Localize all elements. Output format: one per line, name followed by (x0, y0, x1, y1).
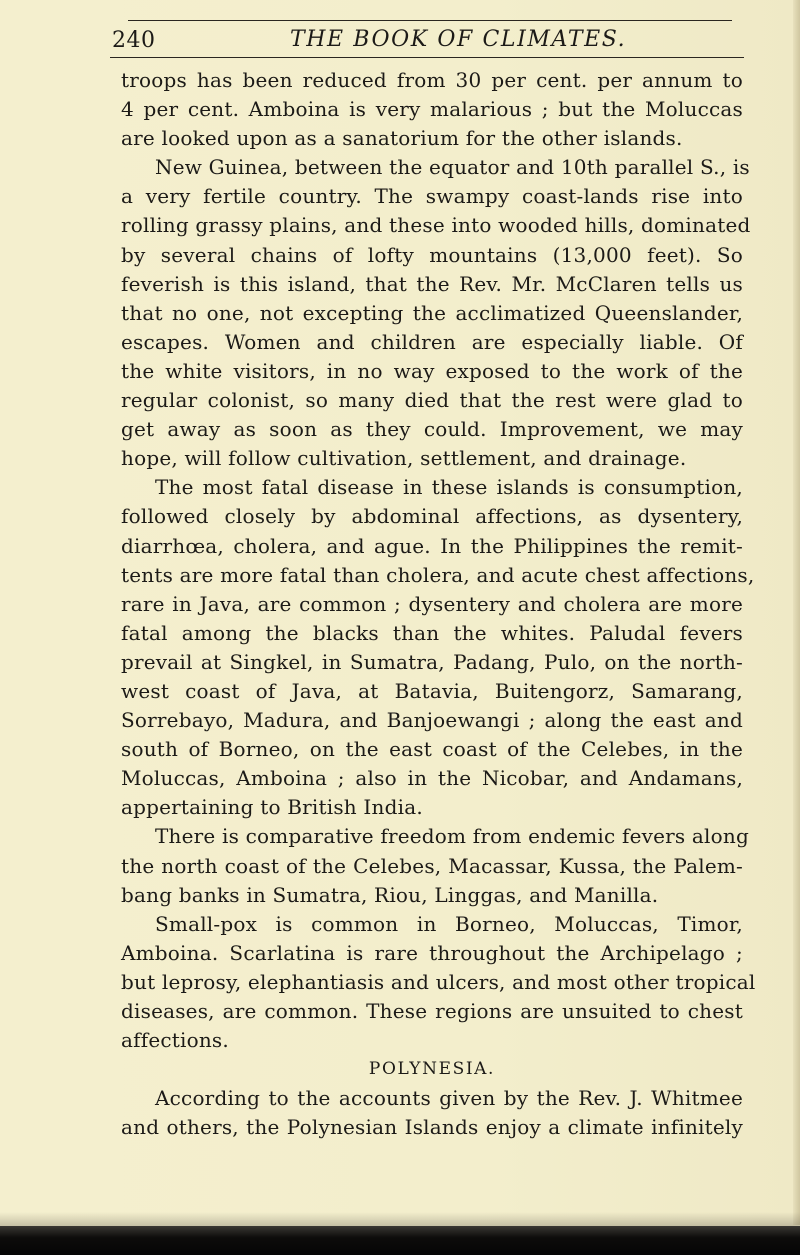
book-binding-band (0, 1226, 800, 1255)
page-shadow (0, 1212, 800, 1226)
text-line: west coast of Java, at Batavia, Buitengorz, Samarang, (121, 678, 743, 703)
text-line: that no one, not excepting the acclimatized Queenslander, (121, 300, 743, 325)
text-line: by several chains of lofty mountains (13,000 feet). So (121, 242, 743, 267)
body-text (121, 66, 756, 1142)
text-line: but leprosy, elephantiasis and ulcers, and most other tropical (121, 969, 756, 994)
text-line: feverish is this island, that the Rev. Mr. McClaren tells us (121, 271, 743, 296)
text-line: are looked upon as a sanatorium for the other islands. (121, 126, 683, 151)
text-line: There is comparative freedom from endemic fevers along (155, 824, 749, 849)
text-line: bang banks in Sumatra, Riou, Linggas, and Manilla. (121, 882, 659, 907)
section-heading: POLYNESIA. (368, 1059, 496, 1080)
text-line: get away as soon as they could. Improvement, we may (121, 417, 743, 442)
text-line: Sorrebayo, Madura, and Banjoewangi ; along the east and (121, 708, 743, 733)
header-rule (110, 57, 744, 58)
text-line: diarrhœa, cholera, and ague. In the Philippines the remit- (121, 533, 743, 558)
text-line: New Guinea, between the equator and 10th parallel S., is (155, 155, 750, 180)
text-line: and others, the Polynesian Islands enjoy a climate infinitely (121, 1115, 743, 1140)
text-line: The most fatal disease in these islands is consumption, (155, 475, 743, 500)
text-line: the white visitors, in no way exposed to the work of the (121, 358, 743, 383)
running-head: THE BOOK OF CLIMATES. (290, 27, 627, 52)
text-line: a very fertile country. The swampy coast-lands rise into (121, 184, 743, 209)
text-line: According to the accounts given by the Rev. J. Whitmee (155, 1086, 743, 1111)
text-line: regular colonist, so many died that the rest were glad to (121, 388, 743, 413)
top-rule (128, 20, 732, 21)
text-line: prevail at Singkel, in Sumatra, Padang, Pulo, on the north- (121, 649, 743, 674)
text-line: Small-pox is common in Borneo, Moluccas, Timor, (155, 911, 743, 936)
text-line: affections. (121, 1028, 229, 1053)
text-line: fatal among the blacks than the whites. Paludal fevers (121, 620, 743, 645)
page-edge (793, 0, 800, 1225)
text-line: Amboina. Scarlatina is rare throughout the Archipelago ; (121, 940, 743, 965)
text-line: 4 per cent. Amboina is very malarious ; but the Moluccas (121, 97, 743, 122)
text-line: rare in Java, are common ; dysentery and cholera are more (121, 591, 743, 616)
text-line: Moluccas, Amboina ; also in the Nicobar, and Andamans, (121, 766, 743, 791)
text-line: south of Borneo, on the east coast of the Celebes, in the (121, 737, 743, 762)
text-line: tents are more fatal than cholera, and acute chest affections, (121, 562, 755, 587)
text-line: rolling grassy plains, and these into wooded hills, dominated (121, 213, 751, 238)
text-line: the north coast of the Celebes, Macassar, Kussa, the Palem- (121, 853, 743, 878)
text-line: followed closely by abdominal affections, as dysentery, (121, 504, 743, 529)
text-line: escapes. Women and children are especially liable. Of (121, 329, 743, 354)
text-line: appertaining to British India. (121, 795, 423, 820)
text-line: troops has been reduced from 30 per cent. per annum to (121, 68, 743, 92)
text-line: hope, will follow cultivation, settlement, and drainage. (121, 446, 687, 471)
page-number: 240 (112, 28, 156, 53)
text-line: diseases, are common. These regions are unsuited to chest (121, 999, 743, 1023)
